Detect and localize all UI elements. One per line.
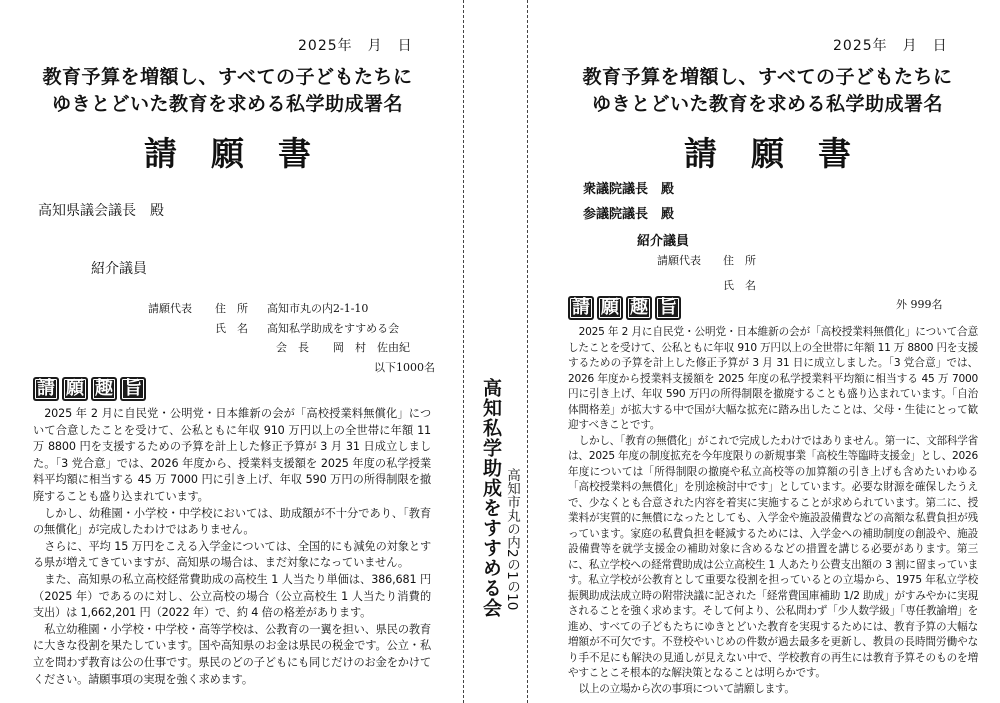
purpose-badge: 旨 <box>655 296 681 320</box>
purpose-badge: 願 <box>62 377 88 401</box>
left-paragraph: さらに、平均 15 万円をこえる入学金については、全国的にも減免の対象とする県が増えてきていますが、高知県の場合は、まだ対象になっていません。 <box>33 539 431 570</box>
purpose-badge: 請 <box>568 296 594 320</box>
purpose-badge: 趣 <box>91 377 117 401</box>
left-addr-value: 高知市丸の内2-1-10 <box>267 302 369 315</box>
left-paragraph: しかし、幼稚園・小学校・中学校においては、助成額が不十分であり、「教育の無償化」が完成したわけではありません。 <box>33 506 431 537</box>
right-paragraph: しかし、「教育の無償化」がこれで完成したわけではありません。第一に、文部科学省は、2025 年度の制度拡充を今年度限りの新規事業「高校生等臨時支援金」とし、2026 年度については「所得制限の撤廃や私立高校等の加算額の引き上げも含めたいわゆる「高校授業料の無償化」を別途検討中です」としています。必要な財源を確保したうえで、少なくとも合意された内容を着実に実施することが求められています。第二に、授業料が実質的に無償になったとしても、入学金や施設設備費などの高額な私費負担が残っています。家庭の私費負担を軽減するためには、入学金への補助制度の創設や、施設設備費等を就学支援金の補助対象に含めるなどの措置を講じる必要があります。第三に、私立学校への経常費助成は公立高校生 1 人あたり公費支出額の 3 割に留まっています。私立学校が公教育として重要な役割を担っているとの立場から、1975 年私立学校振興助成法成立時の附帯決議に記された「経常費国庫補助 1/2 助成」がすみやかに実現されることを強く求めます。そして何より、公私問わず「少人数学級」「専任教諭増」を進め、すべての子どもたちにゆきとどいた教育を実現するためには、教育予算の大幅な増額が不可欠です。不登校やいじめの件数が過去最多を更新し、教員の長時間労働やなり手不足にも解決の見通しが見えない中で、学校教育の再生には教育予算そのものを増やすことこそ根本的な解決策となることは明らかです。 <box>568 434 978 679</box>
left-introducer-label: 紹介議員 <box>91 261 147 277</box>
right-purpose-body <box>568 325 978 697</box>
fold-address: 高知市丸の内2の1の10 <box>504 468 520 611</box>
fold-line-left <box>463 0 464 703</box>
left-purpose-heading <box>33 377 146 401</box>
right-heading: 請願書 <box>684 134 885 173</box>
left-paragraph: 2025 年 2 月に自民党・公明党・日本維新の会が「高校授業料無償化」について合意したことを受けて、公私ともに年収 910 万円以上の全世帯に年額 11 万 8800 円を支援するための予算を計上した修正予算が 3 月 31 日成立しました。「3 党合意」では、2026 年度から、授業料支援額を 2025 年度の私学授業料平均額に相当する 45 万 7000 円に引き上げ、年収 590 万円の所得制限を撤廃することも盛り込まれています。 <box>33 407 431 503</box>
purpose-badge: 請 <box>33 377 59 401</box>
right-purpose-heading <box>568 296 681 320</box>
right-petition-page <box>535 0 1000 703</box>
right-title-line2: ゆきとどいた教育を求める私学助成署名 <box>591 93 943 115</box>
right-paragraph: 以上の立場から次の事項について請願します。 <box>578 682 795 695</box>
right-paragraph: 2025 年 2 月に自民党・公明党・日本維新の会が「高校授業料無償化」について合意したことを受けて、公私ともに年収 910 万円以上の全世帯に年額 11 万 8800 円を支援するための予算を計上した修正予算が 3 月 31 日に成立しました。「3 党合意」では、2026 年度から授業料支援額を 2025 年度の私学授業料平均額に相当する 45 万 7000 円に引き上げ、年収 590 万円の所得制限を撤廃することも盛り込まれています。「自治体間格差」が拡大する中で国が大幅な拡充に踏み出したことは、父母・生徒にとって歓迎すべきことです。 <box>568 326 978 431</box>
left-petition-page <box>0 0 455 703</box>
fold-line-right <box>527 0 528 703</box>
right-introducer-label: 紹介議員 <box>637 234 690 249</box>
purpose-badge: 願 <box>597 296 623 320</box>
right-date: 2025年 月 日 <box>833 38 948 54</box>
left-paragraph: また、高知県の私立高校経常費助成の高校生 1 人当たり単価は、386,681 円（2025 年）であるのに対し、公立高校の場合（公立高校生 1 人当たり消費的支出）は 1,662,201 円（2022 年）で、約 4 倍の格差があります。 <box>33 572 431 620</box>
left-heading: 請願書 <box>144 134 345 173</box>
left-org-name: 高知私学助成をすすめる会 <box>267 322 400 335</box>
right-title-line1: 教育予算を増額し、すべての子どもたちに <box>582 66 953 88</box>
left-addressee: 高知県議会議長 殿 <box>38 203 164 219</box>
left-rep-label: 請願代表 <box>148 302 192 315</box>
left-signer-count: 以下1000名 <box>374 361 435 374</box>
right-addr-label: 住 所 <box>723 254 756 267</box>
left-title-line1: 教育予算を増額し、すべての子どもたちに <box>42 66 413 88</box>
right-addressee-upper-house: 参議院議長 殿 <box>583 207 675 222</box>
purpose-badge: 趣 <box>626 296 652 320</box>
fold-org-name: 高知私学助成をすすめる会 <box>480 378 502 618</box>
left-name-label: 氏 名 <box>215 322 248 335</box>
right-signer-count: 外 999名 <box>896 298 943 311</box>
purpose-badge: 旨 <box>120 377 146 401</box>
left-chair-name: 岡 村 佐由紀 <box>333 341 410 354</box>
right-name-label: 氏 名 <box>723 279 756 292</box>
left-addr-label: 住 所 <box>215 302 248 315</box>
left-date: 2025年 月 日 <box>298 38 413 54</box>
left-title-line2: ゆきとどいた教育を求める私学助成署名 <box>51 93 403 115</box>
left-purpose-body <box>33 406 431 688</box>
right-addressee-lower-house: 衆議院議長 殿 <box>583 182 675 197</box>
right-rep-label: 請願代表 <box>657 254 701 267</box>
left-chair-label: 会 長 <box>276 341 309 354</box>
left-paragraph: 私立幼稚園・小学校・中学校・高等学校は、公教育の一翼を担い、県民の教育に大きな役割を果たしています。国や高知県のお金は県民の税金です。公立・私立を問わず教育は公の仕事です。県民のどの子どもにも同じだけのお金をかけてください。請願事項の実現を強く求めます。 <box>33 622 431 686</box>
